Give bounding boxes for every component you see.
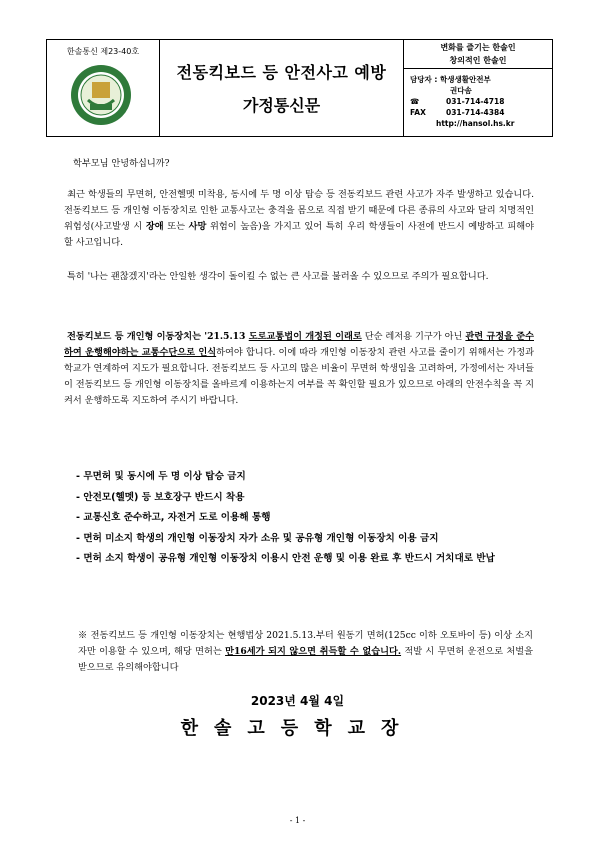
p1-end: 위험이 높음)을 가지고 있어 특히 우리 학생들이 사전에 반드시 예방하고 피해야 할 사고입니다.: [64, 221, 534, 248]
school-emblem-icon: [70, 64, 132, 126]
school-slogan: [404, 40, 552, 69]
safety-rules-list: [76, 469, 551, 572]
fax-row: [410, 107, 552, 118]
note-text-2: 적발 시 무면허 운전으로 처벌을 받으므로 유의해야합니다: [78, 646, 534, 673]
rule-item: - 무면허 및 동시에 두 명 이상 탑승 금지: [76, 471, 246, 482]
note-text-1: ※ 전동킥보드 등 개인형 이동장치는 현행법상 2021.5.13.부터 원동기 면허(125cc 이하 오토바이 등) 이상 소지자만 이용할 수 있으며, 해당 면허는: [78, 630, 533, 657]
header-info-cell: [404, 40, 552, 136]
fax-number: 031-714-4384: [446, 108, 505, 117]
p3-text-2: 하여야 합니다. 이에 따라 개인형 이동장치 관련 사고를 줄이기 위해서는 가정과 학교가 연계하여 지도가 필요합니다. 전동킥보드 등 사고의 많은 비율이 무면허 학생임을 고려하여, 가정에서는 자녀들이 전동킥보드 등 개인형 이동장치를 올바르게 이용하는지 여부를 꼭 확인할 필요가 있으므로 아래의 안전수칙을 꼭 지켜서 운행하도록 지도하여 주시기 바랍니다.: [64, 347, 534, 406]
letter-date: 2023년 4월 4일: [250, 694, 345, 708]
school-principal: 한솔고등학교장: [180, 718, 415, 739]
p3-underline-2: 관련 규정을 준수하여 운행해야하는 교통수단으로 인식: [64, 331, 534, 358]
school-url[interactable]: http://hansol.hs.kr: [436, 119, 515, 128]
note-underline: 만16세가 되지 않으면 취득할 수 없습니다.: [225, 646, 402, 657]
page-number: - 1 -: [289, 816, 306, 825]
rule-item: - 안전모(헬멧) 등 보호장구 반드시 착용: [76, 491, 245, 503]
dept-row: [410, 74, 552, 85]
phone-icon: ☎: [410, 97, 420, 106]
notice-title: 전동킥보드 등 안전사고 예방: [176, 63, 387, 82]
rule-item: - 면허 소지 학생이 공유형 개인형 이동장치 이용시 안전 운행 및 이용 완료 후 반드시 거치대로 반납: [76, 553, 495, 564]
p1-bold-2: 사망: [188, 221, 207, 232]
rule-item: - 교통신호 준수하고, 자전거 도로 이용해 통행: [76, 512, 271, 523]
header-logo-cell: [47, 40, 160, 136]
p3-text-1: 단순 레저용 기구가 아닌: [361, 331, 466, 342]
greeting: 학부모님 안녕하십니까?: [73, 158, 170, 169]
p2-text: 특히 '나는 괜찮겠지'라는 안일한 생각이 돌이킬 수 없는 큰 사고를 불러올 수 있으므로 주의가 필요합니다.: [66, 271, 489, 282]
p1-bold-1: 장애: [145, 221, 164, 232]
dept-value: 학생생활안전부: [439, 75, 491, 84]
notice-subtitle: 가정통신문: [242, 96, 321, 115]
paragraph-1: [64, 187, 534, 251]
contact-info: [404, 69, 552, 129]
rule-item: - 면허 미소지 학생의 개인형 이동장치 자가 소유 및 공유형 개인형 이동장치 이용 금지: [76, 532, 439, 544]
issue-number: 한솔통신 제23-40호: [66, 47, 140, 56]
dept-label: 담당자 :: [410, 75, 438, 84]
p1-text: 최근 학생들의 무면허, 안전헬멧 미착용, 동시에 두 명 이상 탑승 등 전동킥보드 관련 사고가 자주 발생하고 있습니다. 전동킥보드 등 개인형 이동장치로 인한 교통사고는 충격을 몸으로 직접 받기 때문에 다른 종류의 사고와 달리 치명적인 위험성(사고발생 시: [64, 189, 534, 232]
p1-mid: 또는: [163, 221, 189, 232]
legal-note: [78, 628, 533, 676]
p3-bold: 전동킥보드 등 개인형 이동장치는 '21.5.13: [66, 331, 249, 342]
paragraph-3: [64, 329, 534, 409]
p3-underline-1: 도로교통법이 개정된 이래로: [248, 331, 362, 342]
fax-label: FAX: [410, 108, 426, 117]
slogan-line-2: 창의적인 한솔인: [449, 56, 507, 65]
header-title-cell: [160, 40, 404, 136]
phone-number: 031-714-4718: [446, 97, 505, 106]
letter-header: [46, 39, 553, 137]
person-name: 권다솜: [450, 86, 472, 95]
slogan-line-1: 변화를 즐기는 한솔인: [440, 43, 516, 52]
paragraph-2: [64, 269, 534, 285]
phone-row: [410, 96, 552, 107]
